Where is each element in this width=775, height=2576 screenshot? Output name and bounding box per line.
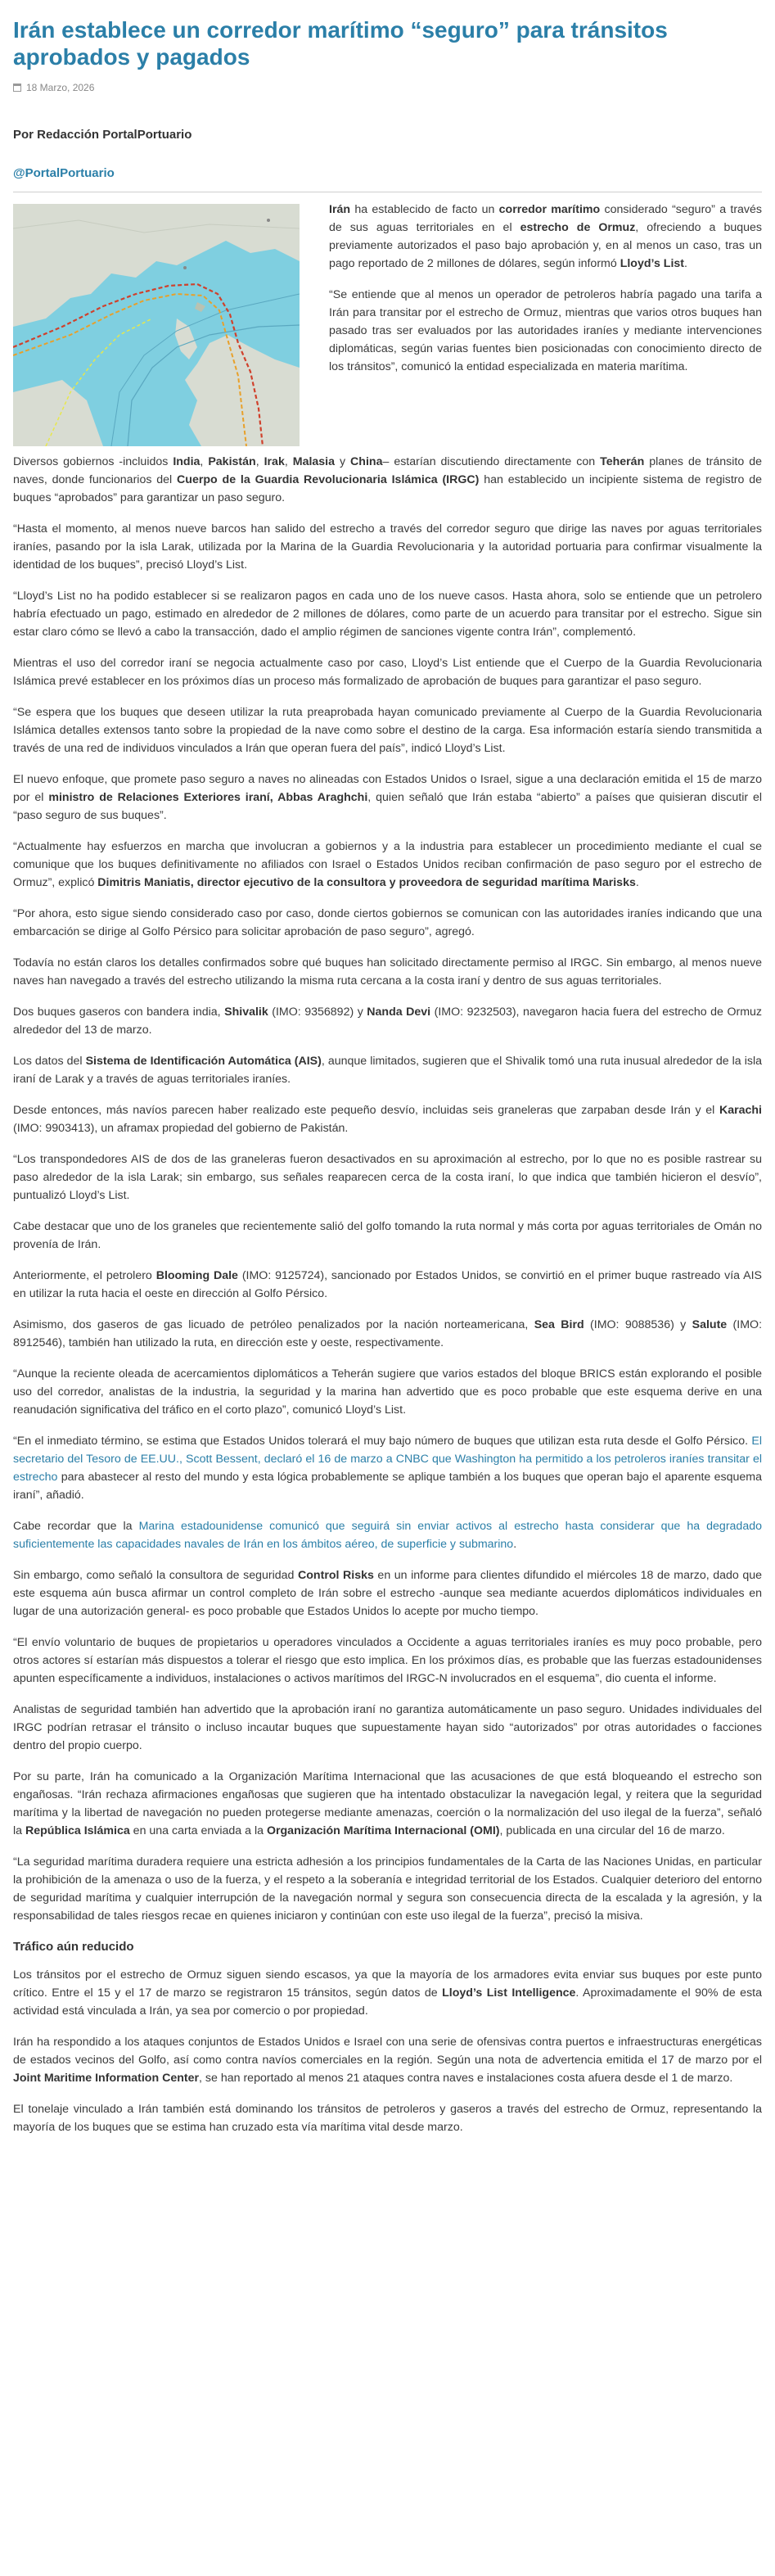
- paragraph-25: Por su parte, Irán ha comunicado a la Organización Marítima Internacional que las acusaciones de que está bloqueando el estrecho son engañosas. “Irán rechaza afirmaciones engañosas que sugieren que ha intentado obstaculizar la navegación legal, y reitera que la seguridad marítima y la libertad de navegación no pueden protegerse mediante amenazas, coerción o la normalización del uso ilegal de la fuerza”, señaló la República Islámica en una carta enviada a la Organización Marítima Internacional (OMI), publicada en una circular del 16 de marzo.: [13, 1770, 762, 1837]
- author-byline: Por Redacción PortalPortuario: [13, 128, 192, 142]
- paragraph-15: “Los transpondedores AIS de dos de las graneleras fueron desactivados en su aproximación al estrecho, por lo que no es posible rastrear su paso alrededor de la isla Larak; sin embargo, sus señales reaparecen cerca de la costa iraní, lo que indica que también hicieron el desvío”, puntualizó Lloyd’s List.: [13, 1153, 762, 1202]
- paragraph-8: El nuevo enfoque, que promete paso seguro a naves no alineadas con Estados Unidos o Israel, sigue a una declaración emitida el 15 de marzo por el ministro de Relaciones Exteriores iraní, Abbas Araghchi, quien señaló que Irán estaba “abierto” a países que quisieran discutir el “paso seguro de sus buques”.: [13, 773, 763, 822]
- calendar-icon: [13, 84, 21, 92]
- paragraph-17: Anteriormente, el petrolero Blooming Dale (IMO: 9125724), sancionado por Estados Unidos, se convirtió en el primer buque rastreado vía AIS en utilizar la ruta hacia el oeste en dirección al Golfo Pérsico.: [13, 1269, 762, 1300]
- paragraph-29: El tonelaje vinculado a Irán también está dominando los tránsitos de petroleros y gaseros a través del estrecho de Ormuz, representando la mayoría de los buques que se estima han cruzado esta vía marítima vital desde marzo.: [13, 2103, 762, 2134]
- paragraph-28: Irán ha respondido a los ataques conjuntos de Estados Unidos e Israel con una serie de ofensivas contra puertos e infraestructuras energéticas de estados vecinos del Golfo, así como contra navíos comerciales en la región. Según una nota de advertencia emitida el 17 de marzo por el Joint Maritime Information Center, se han reportado al menos 21 ataques contra naves e instalaciones costa afuera desde el 1 de marzo.: [13, 2036, 762, 2085]
- paragraph-27: Los tránsitos por el estrecho de Ormuz siguen siendo escasos, ya que la mayoría de los armadores evita enviar sus buques por este punto crítico. Entre el 15 y el 17 de marzo se registraron 15 tránsitos, según datos de Lloyd’s List Intelligence. Aproximadamente el 90% de esta actividad está vinculada a Irán, ya sea por comercio o por propiedad.: [13, 1968, 762, 2018]
- article-body: [13, 201, 762, 2136]
- paragraph-21: Cabe recordar que la Marina estadounidense comunicó que seguirá sin enviar activos al estrecho hasta considerar que ha degradado suficientemente las capacidades navales de Irán en los ámbitos aéreo, de superficie y submarino.: [13, 1520, 762, 1551]
- paragraph-1: Irán ha establecido de facto un corredor marítimo considerado “seguro” a través de sus aguas territoriales en el estrecho de Ormuz, ofreciendo a buques previamente autorizados el paso bajo aprobación y, en al menos un caso, tras un pago reportado de 2 millones de dólares, según informó Lloyd’s List.: [329, 203, 762, 270]
- paragraph-7: “Se espera que los buques que deseen utilizar la ruta preaprobada hayan comunicado previamente al Cuerpo de la Guardia Revolucionaria Islámica detalles extensos tanto sobre la propiedad de la nave como sobre el destino de la carga. Esa información estaría siendo transmitida a través de una red de individuos vinculados a Irán que operan fuera del país”, indicó Lloyd’s List.: [13, 706, 762, 755]
- author-handle-link[interactable]: @PortalPortuario: [13, 166, 115, 180]
- paragraph-12: Dos buques gaseros con bandera india, Shivalik (IMO: 9356892) y Nanda Devi (IMO: 9232503), navegaron hacia fuera del estrecho de Ormuz alrededor del 13 de marzo.: [13, 1006, 763, 1037]
- paragraph-5: “Lloyd’s List no ha podido establecer si se realizaron pagos en cada uno de los nueve casos. Hasta ahora, solo se entiende que un petrolero habría efectuado un pago, estimado en alrededor de 2 millones de dólares, como parte de un acuerdo para transitar por el estrecho. Sigue sin estar claro cómo se llevó a cabo la transacción, dado el amplio régimen de sanciones vigente contra Irán”, complementó.: [13, 590, 762, 639]
- us-navy-statement-link[interactable]: Marina estadounidense comunicó que seguirá sin enviar activos al estrecho hasta considerar que ha degradado suficientemente las capacidades navales de Irán en los ámbitos aéreo, de superficie y submarino: [13, 1520, 762, 1551]
- paragraph-16: Cabe destacar que uno de los graneles que recientemente salió del golfo tomando la ruta normal y más corta por aguas territoriales de Omán no provenía de Irán.: [13, 1220, 762, 1251]
- paragraph-18: Asimismo, dos gaseros de gas licuado de petróleo penalizados por la nación norteamericana, Sea Bird (IMO: 9088536) y Salute (IMO: 8912546), también han utilizado la ruta, en dirección este y oeste, respectivamente.: [13, 1318, 763, 1349]
- paragraph-6: Mientras el uso del corredor iraní se negocia actualmente caso por caso, Lloyd’s List entiende que el Cuerpo de la Guardia Revolucionaria Islámica prevé establecer en los próximos días un proceso más formalizado de aprobación de buques para garantizar el paso seguro.: [13, 657, 762, 688]
- paragraph-20: “En el inmediato término, se estima que Estados Unidos tolerará el muy bajo número de buques que utilizan esta ruta desde el Golfo Pérsico. El secretario del Tesoro de EE.UU., Scott Bessent, declaró el 16 de marzo a CNBC que Washington ha permitido a los petroleros iraníes transitar el estrecho para abastecer al resto del mundo y esta lógica probablemente se aplique también a los buques que operan bajo el aparente esquema iraní”, añadió.: [13, 1435, 762, 1502]
- paragraph-4: “Hasta el momento, al menos nueve barcos han salido del estrecho a través del corredor seguro que dirige las naves por aguas territoriales iraníes, pasando por la isla Larak, utilizada por la Marina de la Guardia Revolucionaria y la autoridad portuaria para confirmar visualmente la identidad de los buques”, precisó Lloyd’s List.: [13, 522, 762, 572]
- article-title: Irán establece un corredor marítimo “seguro” para tránsitos aprobados y pagados: [13, 17, 668, 70]
- paragraph-9: “Actualmente hay esfuerzos en marcha que involucran a gobiernos y a la industria para establecer un procedimiento mediante el cual se comunique que los buques definitivamente no afiliados con Israel o Estados Unidos reciban confirmación de paso seguro por el estrecho de Ormuz”, explicó Dimitris Maniatis, director ejecutivo de la consultora y proveedora de seguridad marítima Marisks.: [13, 840, 762, 889]
- article-intro: [13, 201, 762, 453]
- paragraph-19: “Aunque la reciente oleada de acercamientos diplomáticos a Teherán sugiere que varios estados del bloque BRICS están explorando el posible uso del corredor, analistas de la industria, la seguridad y la marina han advertido que es poco probable que este esquema derive en una reanudación significativa del tráfico en el corto plazo”, comunicó Lloyd’s List.: [13, 1367, 762, 1417]
- publish-date: [13, 82, 762, 93]
- publish-date-text: 18 Marzo, 2026: [26, 82, 95, 93]
- paragraph-11: Todavía no están claros los detalles confirmados sobre qué buques han solicitado directamente permiso al IRGC. Sin embargo, al menos nueve naves han navegado a través del estrecho utilizando la misma ruta cercana a la costa iraní y dentro de sus aguas territoriales.: [13, 956, 762, 987]
- paragraph-10: “Por ahora, esto sigue siendo considerado caso por caso, donde ciertos gobiernos se comunican con las autoridades iraníes indicando que una embarcación se dirige al Golfo Pérsico para solicitar aprobación de paso seguro”, agregó.: [13, 907, 762, 938]
- paragraph-2: “Se entiende que al menos un operador de petroleros habría pagado una tarifa a Irán para transitar por el estrecho de Ormuz, mientras que varios otros buques han pasado tras ser evaluados por las autoridades iraníes y mediante intervenciones diplomáticas, según varias fuentes bien posicionadas con conocimiento directo de los tránsitos”, comunicó la entidad especializada en materia marítima.: [329, 288, 762, 373]
- cnbc-bessent-link[interactable]: El secretario del Tesoro de EE.UU., Scott Bessent, declaró el 16 de marzo a CNBC que Washington ha permitido a los petroleros iraníes transitar el estrecho: [13, 1435, 762, 1484]
- paragraph-22: Sin embargo, como señaló la consultora de seguridad Control Risks en un informe para clientes difundido el miércoles 18 de marzo, dado que este esquema aún busca afirmar un control completo de Irán sobre el estrecho -aunque sea mediante acuerdos diplomáticos individuales en lugar de una autorización general- es poco probable que Estados Unidos lo acepte por mucho tiempo.: [13, 1569, 763, 1618]
- paragraph-13: Los datos del Sistema de Identificación Automática (AIS), aunque limitados, sugieren que el Shivalik tomó una ruta inusual alrededor de la isla iraní de Larak y a través de aguas territoriales iraníes.: [13, 1055, 762, 1086]
- paragraph-23: “El envío voluntario de buques de propietarios u operadores vinculados a Occidente a aguas territoriales iraníes es muy poco probable, pero otros actores sí estarían más dispuestos a tolerar el riesgo que esto implica. En los próximos días, es probable que las fuerzas estadounidenses apunten específicamente a individuos, instalaciones o activos marítimos del IRGC-N involucrados en el esquema”, dio cuenta el informe.: [13, 1636, 762, 1685]
- strait-of-hormuz-map-image: [13, 204, 300, 446]
- paragraph-14: Desde entonces, más navíos parecen haber realizado este pequeño desvío, incluidas seis graneleras que zarpaban desde Irán y el Karachi (IMO: 9903413), un aframax propiedad del gobierno de Pakistán.: [13, 1104, 762, 1135]
- paragraph-24: Analistas de seguridad también han advertido que la aprobación iraní no garantiza automáticamente un paso seguro. Unidades individuales del IRGC podrían retrasar el tránsito o incluso incautar buques que supuestamente hayan sido “autorizados” por otras autoridades o facciones dentro del propio cuerpo.: [13, 1703, 762, 1752]
- section-heading-traffic: Tráfico aún reducido: [13, 1940, 134, 1954]
- paragraph-3: Diversos gobiernos -incluidos India, Pakistán, Irak, Malasia y China– estarían discutiendo directamente con Teherán planes de tránsito de naves, donde funcionarios del Cuerpo de la Guardia Revolucionaria Islámica (IRGC) han establecido un incipiente sistema de registro de buques “aprobados” para garantizar un paso seguro.: [13, 455, 763, 504]
- paragraph-26: “La seguridad marítima duradera requiere una estricta adhesión a los principios fundamentales de la Carta de las Naciones Unidas, en particular la prohibición de la amenaza o uso de la fuerza, y el respeto a la soberanía e integridad territorial de los Estados. Cualquier deterioro del entorno de seguridad marítima y cualquier interrupción de la navegación normal y segura son consecuencia directa de la escalada y la agresión, y la responsabilidad de tales riesgos recae en quienes iniciaron y continúan con este uso ilegal de la fuerza”, precisó la misiva.: [13, 1855, 762, 1923]
